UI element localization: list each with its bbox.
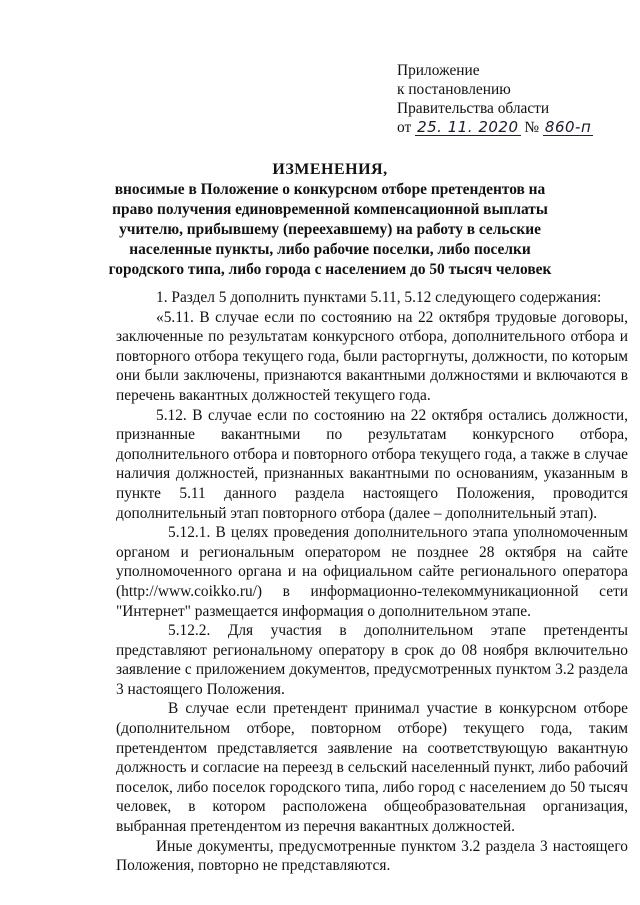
- appendix-header: [397, 61, 593, 137]
- appendix-label: Приложение: [397, 62, 480, 79]
- government-label: Правительства области: [397, 100, 550, 117]
- handwritten-date: 25. 11. 2020: [417, 118, 519, 136]
- paragraph-1: 1. Раздел 5 дополнить пунктами 5.11, 5.12 следующего содержания:: [156, 289, 602, 306]
- document-heading: [100, 160, 560, 280]
- number-sign: №: [524, 119, 540, 136]
- paragraph-5-12: 5.12. В случае если по состоянию на 22 октября остались должности, признанные вакантными по результатам конкурсного отбора, дополнительного отбора и повторного отбора текущего года, а также в случае наличия должностей, признанных вакантными по основаниям, указанным в пункте 5.11 данного раздела настоящего Положения, проводится дополнительный этап повторного отбора (далее – дополнительный этап).: [116, 406, 628, 522]
- paragraph-other-documents: Иные документы, предусмотренные пунктом 3.2 раздела 3 настоящего Положения, повторно не представляются.: [116, 837, 628, 875]
- date-number-line: [397, 118, 593, 137]
- heading-subtitle: вносимые в Положение о конкурсном отборе претендентов на право получения единовременной компенсационной выплаты учителю, прибывшему (переехавшему) на работу в сельские населенные пункты, либо рабочие поселки, либо поселки городского типа, либо города с населением до 50 тысяч человек: [108, 181, 552, 278]
- date-prefix: от: [397, 119, 412, 136]
- resolution-label: к постановлению: [397, 81, 511, 98]
- paragraph-5-12-1: 5.12.1. В целях проведения дополнительного этапа уполномоченным органом и региональным оператором не позднее 28 октября на сайте уполномоченного органа и на официальном сайте регионального оператора (http://www.coikko.ru/) в информационно-телекоммуникационной сети "Интернет" размещается информация о дополнительном этапе.: [116, 524, 628, 620]
- document-body: [116, 288, 628, 876]
- paragraph-participation: В случае если претендент принимал участие в конкурсном отборе (дополнительном отборе, повторном отборе) текущего года, таким претендентом представляется заявление на соответствующую вакантную должность и согласие на переезд в сельский населенный пункт, либо рабочий поселок, либо поселок городского типа, либо город с населением до 50 тысяч человек, в котором расположена общеобразовательная организация, выбранная претендентом из перечня вакантных должностей.: [116, 700, 628, 836]
- paragraph-5-11: «5.11. В случае если по состоянию на 22 октября трудовые договоры, заключенные по результатам конкурсного отбора, дополнительного отбора и повторного отбора текущего года, были расторгнуты, должности, по которым они были заключены, признаются вакантными должностями и включаются в перечень вакантных должностей текущего года.: [116, 308, 628, 404]
- handwritten-number: 860-п: [544, 118, 592, 136]
- paragraph-5-12-2: 5.12.2. Для участия в дополнительном этапе претенденты представляют региональному оператору в срок до 08 ноября включительно заявление с приложением документов, предусмотренных пунктом 3.2 раздела 3 настоящего Положения.: [116, 622, 628, 698]
- heading-title: ИЗМЕНЕНИЯ,: [272, 161, 388, 178]
